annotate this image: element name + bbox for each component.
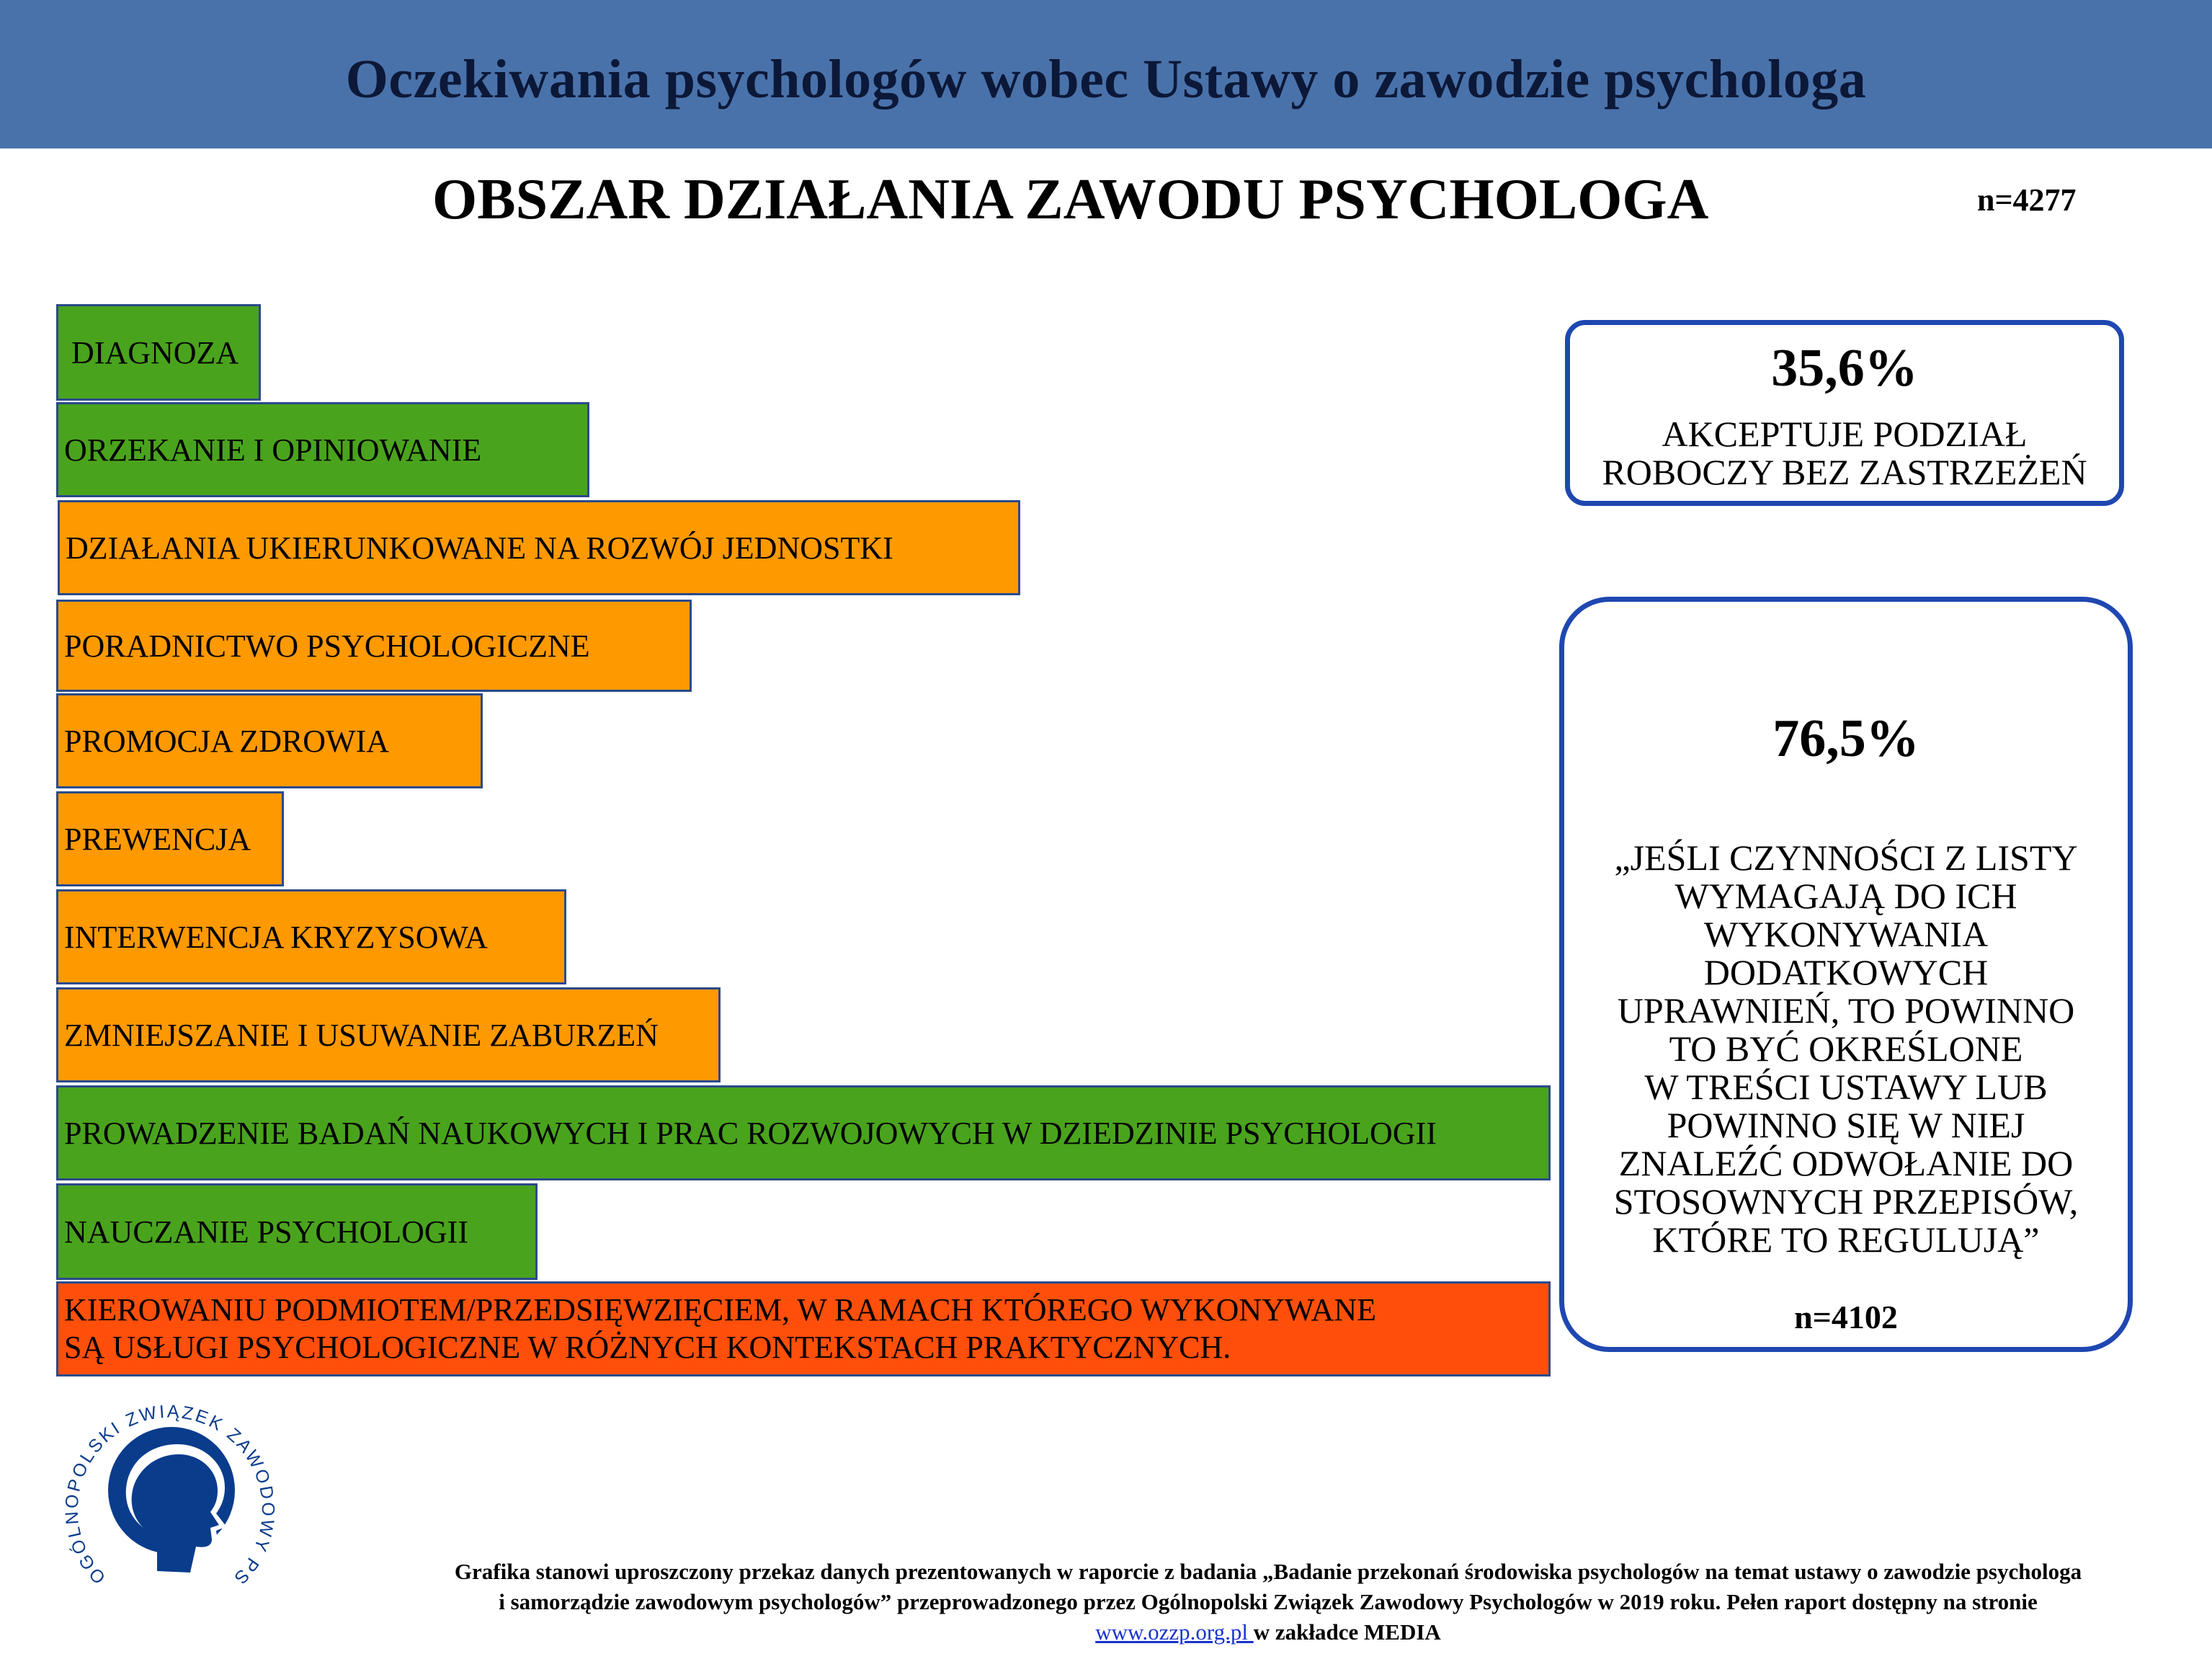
sample-size: n=4277 xyxy=(1977,182,2077,218)
area-label: PREWENCJA xyxy=(64,821,251,857)
box-text-line: „JEŚLI CZYNNOŚCI Z LISTY xyxy=(1614,837,2078,878)
section-title: OBSZAR DZIAŁANIA ZAWODU PSYCHOLOGA xyxy=(432,168,1709,231)
box-text-line: TO BYĆ OKREŚLONE xyxy=(1669,1028,2023,1069)
area-label: ORZEKANIE I OPINIOWANIE xyxy=(64,432,482,468)
footer-line: Grafika stanowi uproszczony przekaz danych prezentowanych w raporcie z badania „Badanie przekonań środowiska psychologów na temat ustawy o zawodzie psychologa xyxy=(454,1559,2082,1584)
area-bar-zaburzenia xyxy=(56,987,721,1082)
acceptance-box xyxy=(1565,320,2124,506)
area-label: NAUCZANIE PSYCHOLOGII xyxy=(64,1214,468,1250)
box-text-line: WYKONYWANIA xyxy=(1703,914,1989,954)
area-bar-badania xyxy=(56,1085,1551,1180)
header-banner xyxy=(0,0,2212,148)
report-link[interactable]: www.ozzp.org.pl xyxy=(1095,1619,1254,1645)
regulation-quote xyxy=(1564,839,2128,1259)
area-bar-kierowanie xyxy=(56,1281,1551,1376)
area-label: INTERWENCJA KRYZYSOWA xyxy=(64,919,488,955)
regulation-percent: 76,5% xyxy=(1772,709,1919,768)
area-bar-orzekanie xyxy=(56,402,589,497)
footer-line xyxy=(346,1617,2190,1647)
area-label xyxy=(64,1291,1376,1366)
ozzp-logo xyxy=(49,1382,294,1627)
box-text-line: KTÓRE TO REGULUJĄ” xyxy=(1652,1219,2040,1260)
box-text-line: ZNALEŹĆ ODWOŁANIE DO xyxy=(1618,1143,2074,1183)
box-text-line: POWINNO SIĘ W NIEJ xyxy=(1667,1105,2025,1145)
regulation-box xyxy=(1559,597,2133,1352)
footer-note xyxy=(346,1557,2190,1647)
area-bar-rozwoj xyxy=(58,500,1020,595)
logo-graphic xyxy=(49,1382,294,1627)
area-bar-promocja xyxy=(56,693,483,788)
area-bar-diagnoza xyxy=(56,304,261,401)
acceptance-percent: 35,6% xyxy=(1771,339,1918,398)
footer-line-rest: w zakładce MEDIA xyxy=(1253,1619,1441,1645)
page-title: Oczekiwania psychologów wobec Ustawy o zawodzie psychologa xyxy=(345,48,1867,110)
area-bar-poradnictwo xyxy=(56,600,692,692)
area-label: DIAGNOZA xyxy=(71,334,239,370)
regulation-sample-size: n=4102 xyxy=(1794,1299,1898,1335)
box-text-line: UPRAWNIEŃ, TO POWINNO xyxy=(1617,990,2075,1031)
area-label: PORADNICTWO PSYCHOLOGICZNE xyxy=(64,628,590,664)
box-text-line: WYMAGAJĄ DO ICH xyxy=(1674,876,2017,916)
head-profile-icon xyxy=(108,1427,235,1573)
box-text-line: ROBOCZY BEZ ZASTRZEŻEŃ xyxy=(1602,452,2087,492)
area-label-line: KIEROWANIU PODMIOTEM/PRZEDSIĘWZIĘCIEM, W RAMACH KTÓREGO WYKONYWANE xyxy=(64,1292,1376,1327)
area-bar-nauczanie xyxy=(56,1183,538,1280)
area-label: DZIAŁANIA UKIERUNKOWANE NA ROZWÓJ JEDNOSTKI xyxy=(66,530,893,566)
area-label: ZMNIEJSZANIE I USUWANIE ZABURZEŃ xyxy=(64,1017,659,1053)
area-bar-prewencja xyxy=(56,791,284,886)
area-label-line: SĄ USŁUGI PSYCHOLOGICZNE W RÓŻNYCH KONTEKSTACH PRAKTYCZNYCH. xyxy=(64,1330,1231,1365)
box-text-line: AKCEPTUJE PODZIAŁ xyxy=(1662,414,2028,454)
box-text-line: W TREŚCI USTAWY LUB xyxy=(1644,1067,2048,1107)
logo-text: OGÓLNOPOLSKI ZWIĄZEK ZAWODOWY PS xyxy=(61,1401,278,1590)
area-bar-interwencja xyxy=(56,889,566,984)
box-text-line: STOSOWNYCH PRZEPISÓW, xyxy=(1613,1181,2079,1222)
acceptance-text xyxy=(1570,415,2119,492)
area-label: PROWADZENIE BADAŃ NAUKOWYCH I PRAC ROZWOJOWYCH W DZIEDZINIE PSYCHOLOGII xyxy=(64,1115,1437,1151)
footer-line: i samorządzie zawodowym psychologów” przeprowadzonego przez Ogólnopolski Związek Zawodowy Psychologów w 2019 roku. Pełen raport dostępny na stronie xyxy=(499,1589,2038,1614)
area-label: PROMOCJA ZDROWIA xyxy=(64,723,390,759)
box-text-line: DODATKOWYCH xyxy=(1703,952,1989,992)
